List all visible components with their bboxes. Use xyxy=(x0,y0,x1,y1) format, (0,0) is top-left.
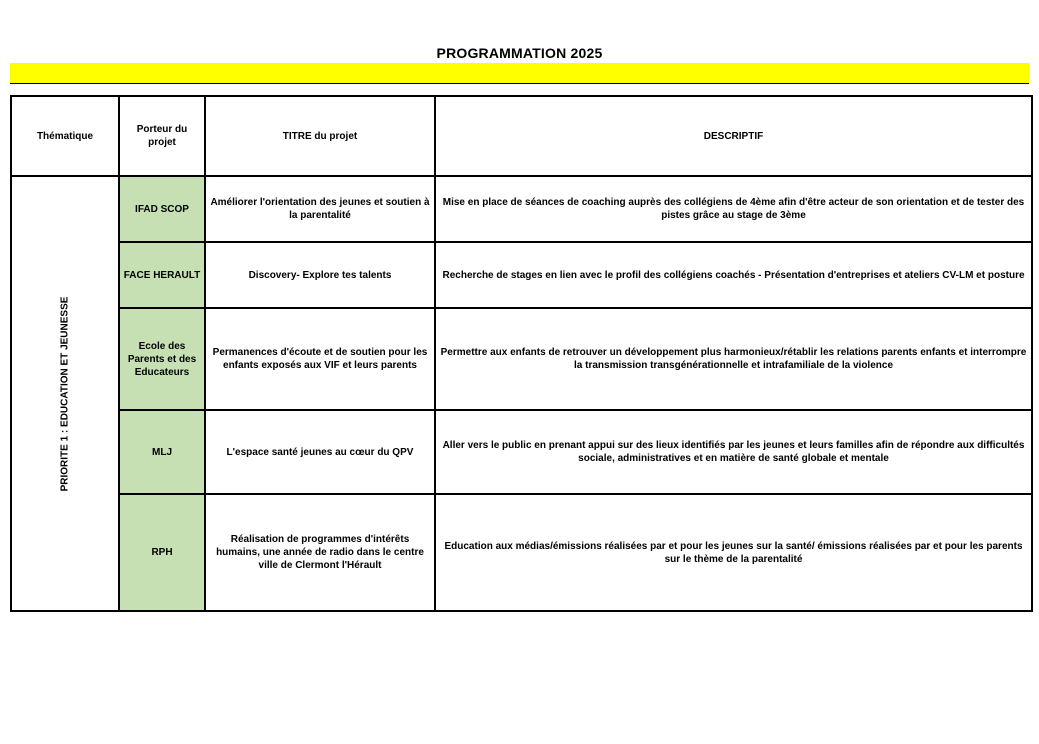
titre-cell: Améliorer l'orientation des jeunes et soutien à la parentalité xyxy=(205,176,435,242)
porteur-cell: RPH xyxy=(119,494,205,611)
table-row xyxy=(11,308,1032,410)
table-row xyxy=(11,242,1032,308)
table-row xyxy=(11,176,1032,242)
header-titre: TITRE du projet xyxy=(205,96,435,176)
table-row xyxy=(11,494,1032,611)
descriptif-cell: Permettre aux enfants de retrouver un développement plus harmonieux/rétablir les relations parents enfants et interrompre la transmission transgénérationnelle et intrafamiliale de la violence xyxy=(435,308,1032,410)
header-thematique: Thématique xyxy=(11,96,119,176)
titre-cell: Discovery- Explore tes talents xyxy=(205,242,435,308)
header-descriptif: DESCRIPTIF xyxy=(435,96,1032,176)
descriptif-cell: Mise en place de séances de coaching auprès des collégiens de 4ème afin d'être acteur de son orientation et de tester des pistes grâce au stage de 3ème xyxy=(435,176,1032,242)
theme-label: PRIORITE 1 : EDUCATION ET JEUNESSE xyxy=(59,296,71,491)
titre-cell: Réalisation de programmes d'intérêts humains, une année de radio dans le centre ville de Clermont l'Hérault xyxy=(205,494,435,611)
page-title: PROGRAMMATION 2025 xyxy=(436,45,603,61)
table-row xyxy=(11,410,1032,494)
porteur-cell: MLJ xyxy=(119,410,205,494)
descriptif-cell: Recherche de stages en lien avec le profil des collégiens coachés - Présentation d'entreprises et ateliers CV-LM et posture xyxy=(435,242,1032,308)
descriptif-cell: Aller vers le public en prenant appui sur des lieux identifiés par les jeunes et leurs familles afin de répondre aux difficultés sociale, administratives et en matière de santé globale et mentale xyxy=(435,410,1032,494)
yellow-header-band xyxy=(10,63,1029,84)
programme-table xyxy=(10,95,1033,612)
table-header-row xyxy=(11,96,1032,176)
descriptif-cell: Education aux médias/émissions réalisées par et pour les jeunes sur la santé/ émissions réalisées par et pour les parents sur le thème de la parentalité xyxy=(435,494,1032,611)
porteur-cell: FACE HERAULT xyxy=(119,242,205,308)
porteur-cell: IFAD SCOP xyxy=(119,176,205,242)
porteur-cell: Ecole des Parents et des Educateurs xyxy=(119,308,205,410)
titre-cell: Permanences d'écoute et de soutien pour les enfants exposés aux VIF et leurs parents xyxy=(205,308,435,410)
header-porteur: Porteur du projet xyxy=(119,96,205,176)
theme-cell xyxy=(11,176,119,611)
titre-cell: L'espace santé jeunes au cœur du QPV xyxy=(205,410,435,494)
